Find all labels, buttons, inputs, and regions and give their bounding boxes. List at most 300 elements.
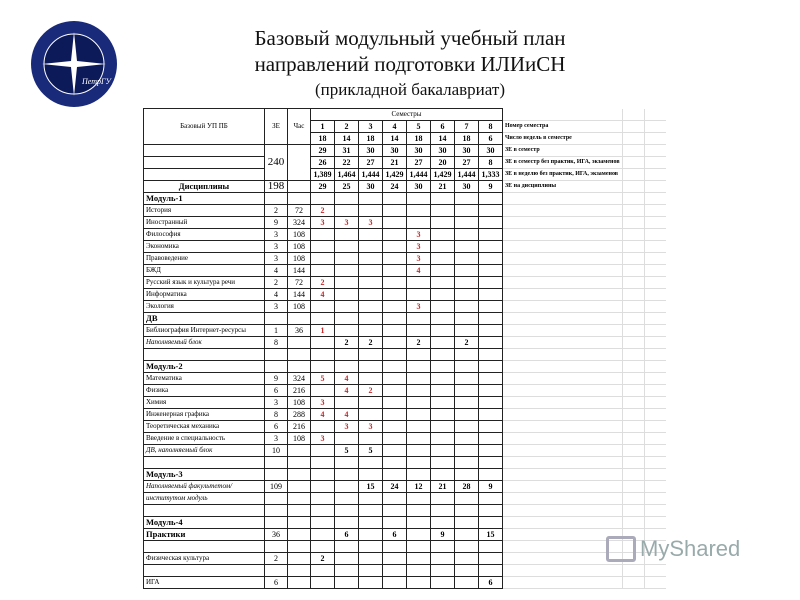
semester-value: 15: [479, 529, 503, 541]
discipline-name: Химия: [144, 397, 265, 409]
discipline-ze: 6: [265, 577, 288, 589]
empty-cell: [622, 241, 644, 253]
empty-cell: [622, 229, 644, 241]
semester-cell: 1,444: [407, 169, 431, 181]
empty-cell: [644, 265, 666, 277]
discipline-name: Наполняемый блок: [144, 337, 265, 349]
semester-value: [455, 445, 479, 457]
empty-cell: [644, 325, 666, 337]
empty-cell: [503, 253, 623, 265]
semester-value: 21: [431, 481, 455, 493]
semester-value: 3: [407, 241, 431, 253]
empty-cell: [622, 253, 644, 265]
semester-value: [335, 553, 359, 565]
semester-cell: 4: [383, 121, 407, 133]
empty-cell: [503, 301, 623, 313]
empty-cell: [503, 433, 623, 445]
semester-cell: 8: [479, 157, 503, 169]
empty-cell: [622, 205, 644, 217]
empty-cell: [644, 241, 666, 253]
empty-cell: [644, 121, 666, 133]
semester-value: [407, 433, 431, 445]
semester-value: [359, 361, 383, 373]
header-row-disciplines: [144, 181, 667, 193]
empty-cell: [503, 565, 623, 577]
semester-value: [359, 469, 383, 481]
semester-value: [479, 469, 503, 481]
empty-cell: [644, 397, 666, 409]
empty-cell: [144, 169, 265, 181]
semester-value: 28: [455, 481, 479, 493]
watermark-text: MyShared: [640, 536, 741, 561]
empty-cell: [644, 505, 666, 517]
empty-cell: [644, 409, 666, 421]
discipline-ze: 36: [265, 529, 288, 541]
semester-value: 2: [359, 337, 383, 349]
semester-cell: 14: [383, 133, 407, 145]
semester-value: [479, 409, 503, 421]
semester-value: [383, 421, 407, 433]
semester-value: [407, 493, 431, 505]
semester-value: [479, 265, 503, 277]
semester-value: [455, 217, 479, 229]
semester-value: [335, 457, 359, 469]
empty-cell: [622, 457, 644, 469]
discipline-ze: [265, 517, 288, 529]
semester-value: [359, 505, 383, 517]
semester-value: 2: [359, 385, 383, 397]
university-logo: [30, 20, 118, 108]
empty-cell: [644, 457, 666, 469]
semester-value: [455, 313, 479, 325]
semester-value: [383, 409, 407, 421]
discipline-name: Практики: [144, 529, 265, 541]
semester-value: [407, 373, 431, 385]
empty-cell: [644, 337, 666, 349]
discipline-hours: [288, 493, 311, 505]
semester-cell: 21: [383, 157, 407, 169]
table-row: [144, 373, 667, 385]
empty-cell: [644, 385, 666, 397]
semester-value: [479, 397, 503, 409]
semester-value: 4: [335, 409, 359, 421]
semester-cell: 1,444: [359, 169, 383, 181]
semester-value: [455, 349, 479, 361]
table-row: [144, 517, 667, 529]
empty-cell: [622, 193, 644, 205]
empty-cell: [622, 145, 644, 157]
discipline-ze: 8: [265, 409, 288, 421]
semester-value: [311, 361, 335, 373]
empty-cell: [288, 145, 311, 181]
semester-value: [431, 541, 455, 553]
semester-value: [311, 541, 335, 553]
semester-value: [431, 409, 455, 421]
empty-cell: [622, 577, 644, 589]
semester-value: 2: [311, 205, 335, 217]
empty-cell: [503, 361, 623, 373]
discipline-hours: [288, 361, 311, 373]
discipline-ze: 6: [265, 421, 288, 433]
empty-cell: [503, 325, 623, 337]
semester-value: [479, 337, 503, 349]
semester-value: [431, 313, 455, 325]
semester-cell: 25: [335, 181, 359, 193]
semester-value: [431, 421, 455, 433]
empty-cell: [288, 181, 311, 193]
semester-value: [383, 445, 407, 457]
semester-value: [383, 205, 407, 217]
table-row: [144, 481, 667, 493]
semester-value: [359, 409, 383, 421]
semester-value: [335, 541, 359, 553]
semester-value: [335, 241, 359, 253]
empty-cell: [622, 469, 644, 481]
semester-value: [431, 445, 455, 457]
semester-value: 5: [311, 373, 335, 385]
discipline-ze: 2: [265, 277, 288, 289]
semester-value: [455, 421, 479, 433]
semester-cell: 1,444: [455, 169, 479, 181]
semester-value: [383, 565, 407, 577]
semester-value: [431, 361, 455, 373]
semester-cell: 27: [407, 157, 431, 169]
semester-value: [311, 529, 335, 541]
discipline-name: [144, 349, 265, 361]
semester-value: [383, 277, 407, 289]
semester-value: [383, 241, 407, 253]
semester-value: [359, 553, 383, 565]
table-row: [144, 325, 667, 337]
table-row: [144, 217, 667, 229]
empty-cell: [644, 133, 666, 145]
semester-value: [431, 325, 455, 337]
header-row-semesters: [144, 109, 667, 121]
header-row-ze-per-semester: [144, 145, 667, 157]
semester-value: [479, 241, 503, 253]
semester-value: [359, 325, 383, 337]
discipline-hours: [288, 193, 311, 205]
semester-value: [359, 241, 383, 253]
discipline-hours: [288, 553, 311, 565]
empty-cell: [503, 541, 623, 553]
semester-value: 3: [335, 421, 359, 433]
discipline-hours: [288, 313, 311, 325]
empty-cell: [644, 193, 666, 205]
empty-cell: [622, 289, 644, 301]
semester-value: [479, 349, 503, 361]
table-row: [144, 409, 667, 421]
discipline-ze: 9: [265, 373, 288, 385]
semester-cell: 29: [311, 145, 335, 157]
discipline-hours: [288, 469, 311, 481]
semester-value: [479, 433, 503, 445]
empty-cell: [503, 229, 623, 241]
semester-cell: 27: [455, 157, 479, 169]
semester-value: 15: [359, 481, 383, 493]
semester-value: [431, 505, 455, 517]
table-row: [144, 277, 667, 289]
semester-value: [407, 361, 431, 373]
discipline-name: Модуль-2: [144, 361, 265, 373]
semester-value: 4: [311, 289, 335, 301]
semester-value: [311, 469, 335, 481]
semester-value: [407, 517, 431, 529]
empty-cell: [644, 145, 666, 157]
semester-cell: 30: [455, 181, 479, 193]
semester-value: [335, 469, 359, 481]
empty-cell: [503, 553, 623, 565]
semester-value: [359, 529, 383, 541]
empty-cell: [644, 421, 666, 433]
empty-cell: [622, 349, 644, 361]
empty-cell: [622, 481, 644, 493]
discipline-ze: 3: [265, 229, 288, 241]
semester-value: [455, 493, 479, 505]
discipline-name: Экономика: [144, 241, 265, 253]
discipline-ze: 3: [265, 301, 288, 313]
semester-value: [455, 457, 479, 469]
semester-value: [311, 337, 335, 349]
discipline-name: Инженерная графика: [144, 409, 265, 421]
semester-value: [335, 229, 359, 241]
semester-value: [335, 313, 359, 325]
empty-cell: [503, 373, 623, 385]
discipline-name: Физика: [144, 385, 265, 397]
semester-value: [479, 373, 503, 385]
semester-value: [407, 313, 431, 325]
empty-cell: [503, 493, 623, 505]
semester-value: [335, 193, 359, 205]
semester-value: [431, 493, 455, 505]
semester-value: [311, 505, 335, 517]
semester-cell: 29: [311, 181, 335, 193]
empty-cell: [644, 289, 666, 301]
semester-value: 3: [311, 217, 335, 229]
table-row: [144, 397, 667, 409]
semester-value: [455, 229, 479, 241]
discipline-name: [144, 541, 265, 553]
semester-cell: 30: [407, 145, 431, 157]
discipline-name: ДВ: [144, 313, 265, 325]
semester-value: [455, 361, 479, 373]
discipline-name: Правоведение: [144, 253, 265, 265]
table-row: [144, 241, 667, 253]
table-row: [144, 433, 667, 445]
semester-cell: 26: [311, 157, 335, 169]
empty-cell: [644, 277, 666, 289]
semester-value: [407, 421, 431, 433]
semester-cell: 18: [359, 133, 383, 145]
semester-value: [383, 301, 407, 313]
empty-cell: [503, 457, 623, 469]
semester-value: [359, 577, 383, 589]
semester-cell: 18: [311, 133, 335, 145]
discipline-ze: 2: [265, 553, 288, 565]
presentation-icon: [606, 536, 636, 562]
empty-cell: [503, 217, 623, 229]
semester-value: [383, 505, 407, 517]
semester-cell: 30: [359, 181, 383, 193]
semester-value: [455, 505, 479, 517]
semester-value: [335, 397, 359, 409]
semester-value: [479, 193, 503, 205]
semester-value: [335, 253, 359, 265]
semester-value: [383, 397, 407, 409]
discipline-name: Русский язык и культура речи: [144, 277, 265, 289]
semester-value: [383, 229, 407, 241]
semester-value: [311, 313, 335, 325]
discipline-hours: 108: [288, 433, 311, 445]
empty-cell: [503, 505, 623, 517]
semester-value: 12: [407, 481, 431, 493]
semester-value: 3: [359, 421, 383, 433]
semester-value: 4: [407, 265, 431, 277]
semester-value: [455, 565, 479, 577]
semester-value: [335, 277, 359, 289]
discipline-name: ИГА: [144, 577, 265, 589]
semester-value: [479, 277, 503, 289]
table-row: [144, 361, 667, 373]
discipline-hours: 36: [288, 325, 311, 337]
empty-cell: [622, 397, 644, 409]
semester-cell: 24: [383, 181, 407, 193]
disciplines-header: Дисциплины: [144, 181, 265, 193]
discipline-hours: [288, 505, 311, 517]
semester-value: [407, 445, 431, 457]
semester-value: [479, 289, 503, 301]
semester-value: [431, 565, 455, 577]
empty-cell: [503, 193, 623, 205]
empty-cell: [644, 565, 666, 577]
discipline-name: БЖД: [144, 265, 265, 277]
empty-cell: [644, 517, 666, 529]
semester-value: [455, 553, 479, 565]
semester-value: [407, 325, 431, 337]
discipline-name: Наполняемый факультетом/: [144, 481, 265, 493]
semester-value: 3: [335, 217, 359, 229]
empty-cell: [622, 325, 644, 337]
semester-value: [479, 553, 503, 565]
semester-value: [455, 433, 479, 445]
empty-cell: [622, 121, 644, 133]
discipline-hours: [288, 337, 311, 349]
empty-cell: [644, 493, 666, 505]
semester-cell: 7: [455, 121, 479, 133]
discipline-name: Информатика: [144, 289, 265, 301]
discipline-hours: 216: [288, 421, 311, 433]
semester-value: [311, 301, 335, 313]
discipline-name: Теоретическая механика: [144, 421, 265, 433]
semester-value: [311, 265, 335, 277]
semester-value: [455, 385, 479, 397]
empty-cell: [503, 241, 623, 253]
empty-cell: [622, 265, 644, 277]
semester-value: [407, 397, 431, 409]
semester-value: [383, 517, 407, 529]
empty-cell: [644, 361, 666, 373]
semester-value: [311, 493, 335, 505]
empty-cell: [622, 565, 644, 577]
empty-cell: [644, 349, 666, 361]
discipline-hours: [288, 577, 311, 589]
empty-cell: [644, 205, 666, 217]
semester-value: 4: [311, 409, 335, 421]
table-row: [144, 457, 667, 469]
discipline-ze: [265, 469, 288, 481]
discipline-name: Модуль-3: [144, 469, 265, 481]
discipline-ze: 6: [265, 385, 288, 397]
semester-value: [431, 265, 455, 277]
discipline-ze: [265, 505, 288, 517]
semester-value: 2: [311, 553, 335, 565]
table-row: [144, 229, 667, 241]
semester-value: [407, 349, 431, 361]
semester-value: [407, 529, 431, 541]
discipline-hours: [288, 541, 311, 553]
table-row: [144, 529, 667, 541]
discipline-ze: 10: [265, 445, 288, 457]
discipline-ze: [265, 361, 288, 373]
semester-value: [407, 193, 431, 205]
empty-cell: [622, 301, 644, 313]
semester-cell: 22: [335, 157, 359, 169]
semester-value: 2: [455, 337, 479, 349]
empty-cell: [503, 577, 623, 589]
semester-value: [407, 205, 431, 217]
empty-cell: [622, 277, 644, 289]
empty-cell: [503, 517, 623, 529]
semester-value: [455, 373, 479, 385]
empty-cell: [503, 445, 623, 457]
discipline-hours: 324: [288, 217, 311, 229]
semester-value: [407, 277, 431, 289]
discipline-name: Библиография Интернет-ресурсы: [144, 325, 265, 337]
semester-value: [455, 469, 479, 481]
discipline-ze: [265, 541, 288, 553]
discipline-name: История: [144, 205, 265, 217]
empty-cell: [503, 529, 623, 541]
semester-value: [383, 385, 407, 397]
row-description: ЗЕ на дисциплины: [503, 181, 623, 193]
semester-value: [479, 421, 503, 433]
empty-cell: [622, 169, 644, 181]
empty-cell: [503, 397, 623, 409]
semester-value: [431, 205, 455, 217]
empty-cell: [644, 169, 666, 181]
empty-cell: [503, 289, 623, 301]
empty-cell: [622, 313, 644, 325]
empty-cell: [503, 313, 623, 325]
table-row: [144, 349, 667, 361]
discipline-hours: [288, 457, 311, 469]
discipline-ze: [265, 457, 288, 469]
semester-value: [335, 265, 359, 277]
semester-value: [359, 301, 383, 313]
title-line-3: (прикладной бакалавриат): [315, 80, 505, 99]
empty-cell: [503, 205, 623, 217]
empty-cell: [622, 373, 644, 385]
semester-value: [335, 505, 359, 517]
semester-value: 4: [335, 373, 359, 385]
discipline-ze: 3: [265, 241, 288, 253]
semester-value: [359, 397, 383, 409]
semester-value: [479, 445, 503, 457]
semester-value: [431, 433, 455, 445]
semester-value: [335, 361, 359, 373]
empty-cell: [644, 433, 666, 445]
semester-value: 6: [335, 529, 359, 541]
